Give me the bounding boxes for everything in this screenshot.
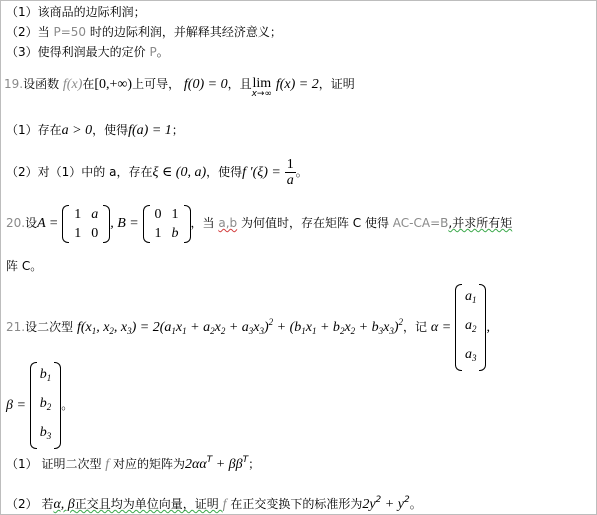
q21-T1: T	[206, 455, 213, 465]
q21-beta-vector	[30, 362, 62, 449]
q21-exp1: 2	[375, 495, 382, 505]
q19-frac-den: a	[286, 173, 294, 188]
q19-text-2: 在	[82, 77, 95, 91]
q19-part1-end: ；	[171, 123, 184, 137]
q21-part2-text-2: 在正交变换下的标准形为	[226, 497, 363, 511]
q18-part2-label: （2）当	[6, 25, 54, 39]
q21-text-1: 设二次型	[25, 320, 74, 334]
matrix-cell: 1	[154, 225, 162, 241]
q19-part1	[6, 122, 184, 139]
vector-entry: $b_1$	[39, 367, 52, 383]
q19-text-4: ，且	[227, 77, 252, 91]
q20-equation: AC-CA=B	[392, 216, 449, 230]
q21-alpha-beta: α, β	[53, 497, 75, 512]
q20-text-4: ,并求所有矩	[448, 216, 513, 230]
q19-limit	[252, 78, 272, 100]
q21-text-2: ，记	[403, 320, 428, 334]
q19-xi-interval: ξ ∈ (0, a)	[152, 165, 207, 180]
q21-number: 21.	[6, 320, 26, 334]
q18-part1	[6, 4, 146, 20]
q21-beta-label: β =	[6, 398, 26, 413]
q19-number: 19.	[4, 77, 24, 91]
matrix-cell: 0	[154, 206, 162, 222]
q18-price-value: P=50	[53, 25, 87, 39]
q21-part2-text: 正交且均为单位向量，证明	[74, 497, 223, 511]
q21-T2: T	[242, 455, 249, 465]
q20-text-2: ，当	[190, 216, 219, 230]
q21-alpha-label: α =	[430, 320, 452, 335]
vector-entry: $a_2$	[464, 318, 477, 334]
matrix-cell: b	[171, 225, 179, 241]
q19-stem	[4, 76, 355, 100]
q18-part3-end: 。	[156, 45, 169, 59]
q19-interval: [0,+∞)	[94, 77, 133, 92]
q20-text-5: 阵 C。	[6, 259, 43, 273]
matrix-cell: 1	[74, 225, 82, 241]
q19-fx: f(x)	[62, 77, 83, 92]
matrix-cell: a	[91, 206, 99, 222]
q20-B-label: , B =	[110, 216, 139, 231]
q18-part3-label: （3）使得利润最大的定价	[6, 45, 150, 59]
q21-part2	[6, 492, 422, 513]
q20-ab: a,b	[218, 216, 238, 230]
q21-part2-end: 。	[409, 497, 422, 511]
q19-part2-end: 。	[295, 165, 308, 179]
q19-lim-word: lim	[252, 76, 272, 91]
q19-part2-text: ，使得	[206, 165, 243, 179]
q21-aa: 2αα	[184, 457, 207, 472]
matrix-cell: 1	[74, 206, 82, 222]
matrix-cell: 1	[171, 206, 179, 222]
vector-entry: $a_1$	[464, 289, 477, 305]
q21-quadratic-form: $f(x_1$, $x_2$, $x_3) = 2(a_1x_1 + a_2x_2 + a_3x_3)^2 + (b_1x_1 + b_2x_2 + b_3x_3)^2$	[76, 317, 403, 336]
matrix-cell: 0	[91, 225, 99, 241]
q19-text-1: 设函数	[23, 77, 63, 91]
q19-fprime: f ′(ξ) =	[242, 165, 281, 180]
q21-part1-text: 对应的矩阵为	[109, 457, 185, 471]
q21-2y: 2y	[362, 497, 376, 512]
q19-text-3: 上可导，	[132, 77, 181, 91]
q18-part2-text: 时的边际利润，并解释其经济意义；	[86, 25, 282, 39]
vector-entry: $a_3$	[464, 347, 477, 363]
q18-part2	[6, 24, 282, 40]
q20-text-1: 设	[25, 216, 38, 230]
q19-lim-expr: f(x) = 2	[275, 77, 319, 92]
q20-stem-cont	[6, 258, 42, 274]
q19-part1-label: （1）存在	[6, 123, 62, 137]
q21-exp2: 2	[403, 495, 410, 505]
q21-beta	[6, 362, 74, 441]
q19-f0: f(0) = 0	[183, 77, 228, 92]
q21-stem: 21.设二次型 $f(x_1$, $x_2$, $x_3) = 2(a_1x_1 + a_2x_2 + a_3x_3)^2 + (b_1x_1 + b_2x_2 + b_3x_3)^2$，记 α = $a_1$ $a_2$ $a_3$ ,	[6, 284, 490, 354]
q19-lim-sub: x→∞	[251, 89, 272, 99]
q19-frac-num: 1	[286, 157, 294, 172]
q19-part1-text: ，使得	[92, 123, 129, 137]
q21-bb: + ββ	[212, 457, 243, 472]
q20-matrix-B	[143, 205, 191, 243]
q21-beta-end: 。	[61, 398, 74, 412]
q18-part3	[6, 44, 169, 60]
q19-part2	[6, 154, 308, 190]
q21-y: + y	[381, 497, 404, 512]
q18-price-symbol: P	[149, 45, 157, 59]
q21-part2-label: （2） 若	[6, 497, 54, 511]
q18-part1-text: （1）该商品的边际利润；	[6, 5, 146, 19]
q19-text-5: ，证明	[318, 77, 355, 91]
vector-entry: $b_3$	[39, 425, 52, 441]
q19-fraction	[285, 157, 296, 188]
q20-text-3: 为何值时，存在矩阵 C 使得	[237, 216, 393, 230]
q20-stem	[6, 200, 512, 246]
q21-alpha-vector	[455, 284, 487, 371]
q19-a-positive: a > 0	[61, 123, 93, 138]
q21-part1-label: （1） 证明二次型	[6, 457, 106, 471]
q19-part2-label: （2）对（1）中的 a，存在	[6, 165, 153, 179]
q21-part1-end: ；	[248, 457, 261, 471]
q21-f: f	[105, 457, 110, 472]
q21-part1	[6, 452, 260, 473]
q20-number: 20.	[6, 216, 26, 230]
q20-A-label: A =	[37, 216, 59, 231]
q19-fa: f(a) = 1	[128, 123, 172, 138]
vector-entry: $b_2$	[39, 396, 52, 412]
q21-f2: f	[222, 497, 227, 512]
q20-matrix-A	[62, 205, 110, 243]
